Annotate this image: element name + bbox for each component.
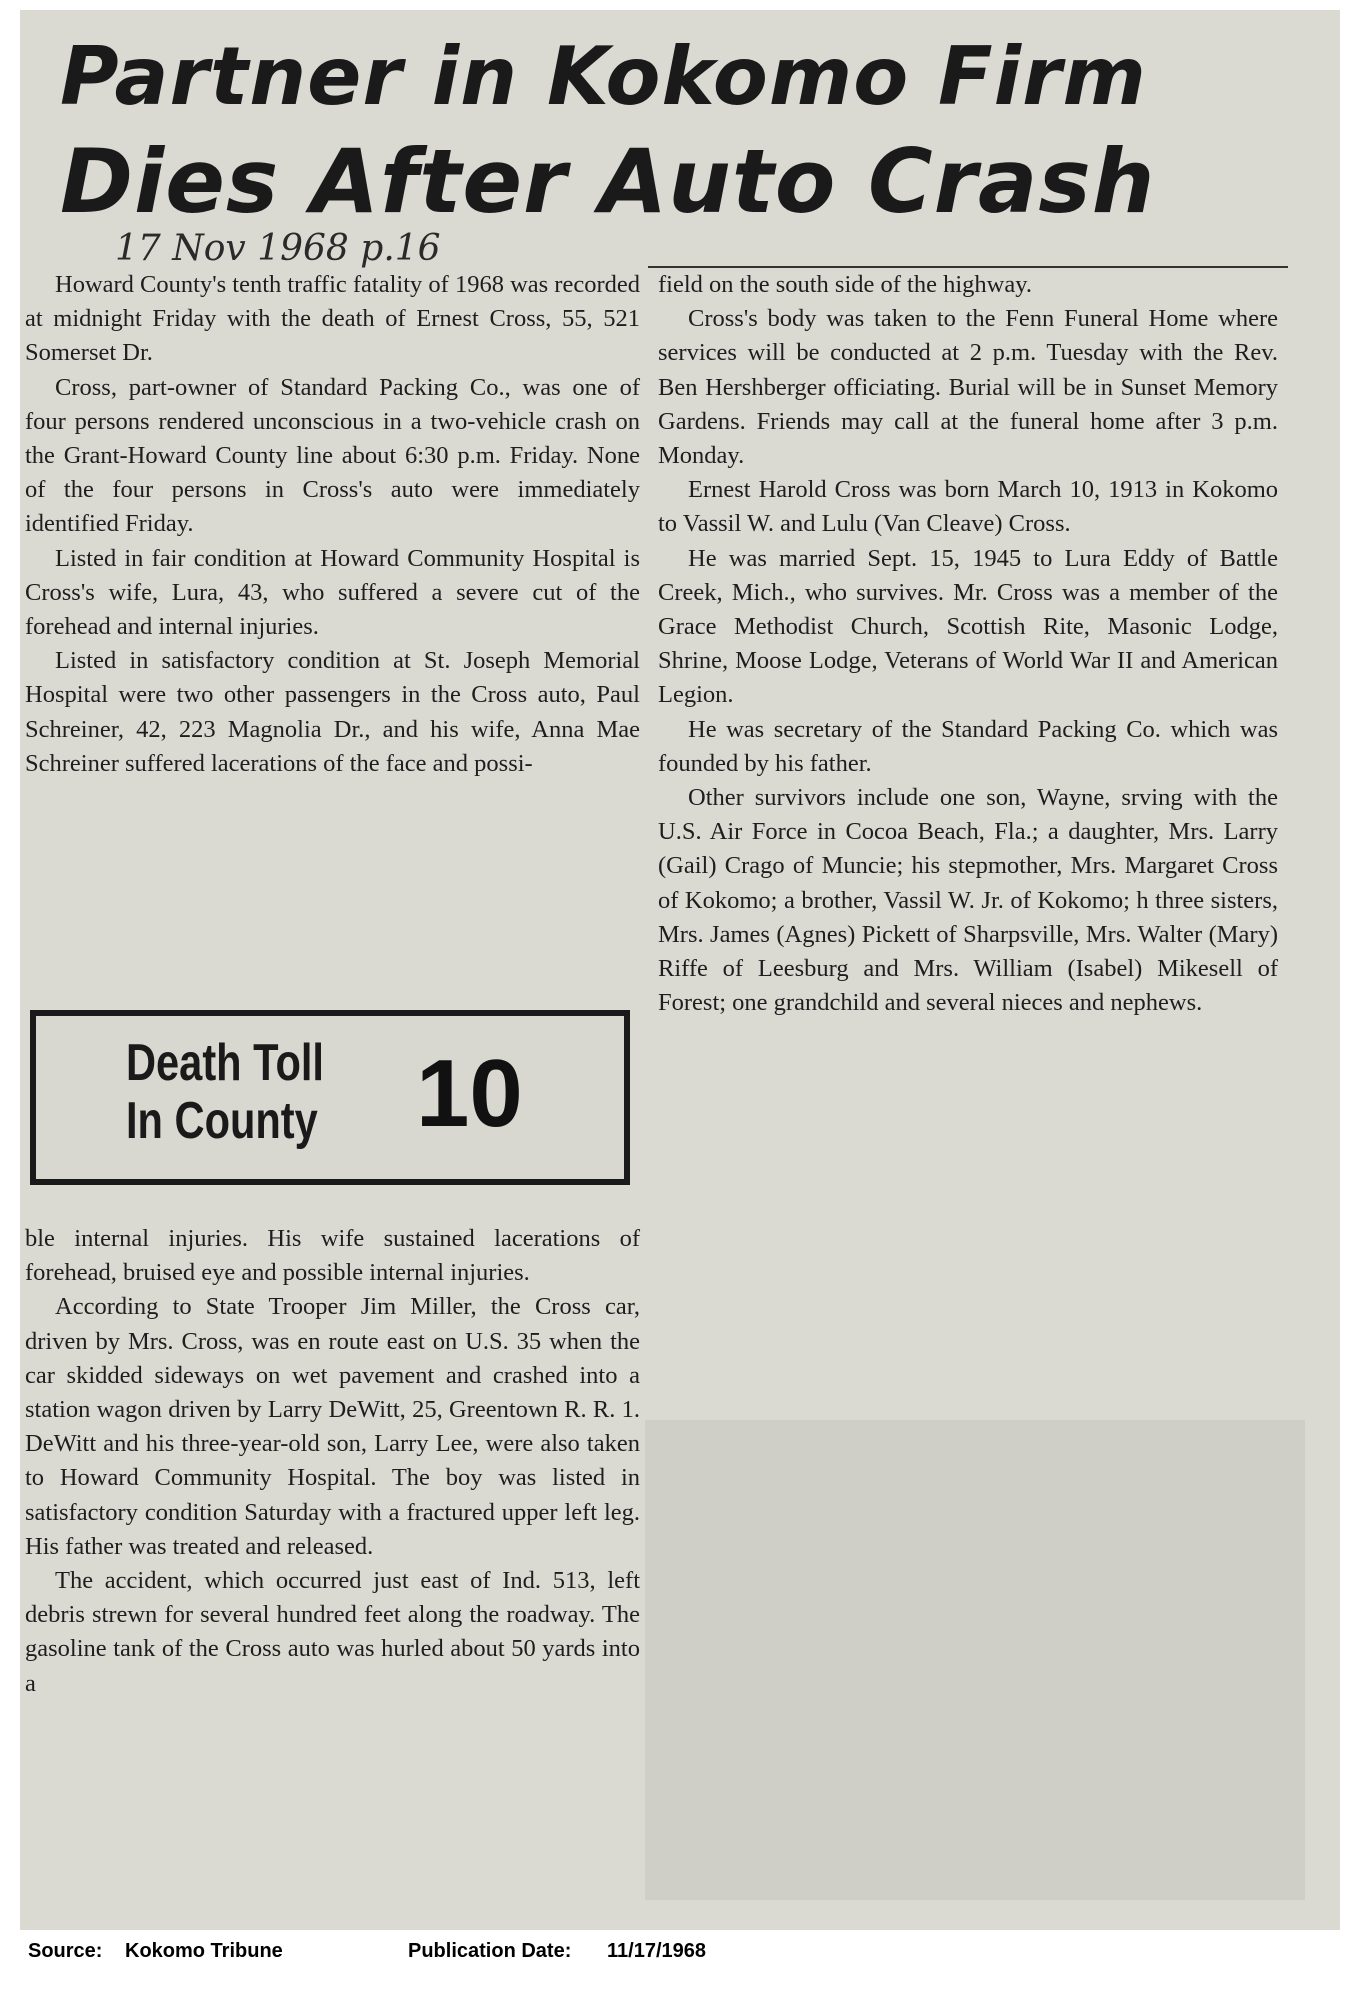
publication-date-value: 11/17/1968: [607, 1940, 706, 1962]
article-paragraph: Cross's body was taken to the Fenn Funeral Home where services will be conducted at 2 p.m. Tuesday with the Rev. Ben Hershberger officiating. Burial will be in Sunset Memory Gardens. Friends may call at the funeral home after 3 p.m. Monday.: [658, 305, 1278, 470]
article-paragraph: Cross, part-owner of Standard Packing Co., was one of four persons rendered unconscious in a two-vehicle crash on the Grant-Howard County line about 6:30 p.m. Friday. None of the four persons in Cross's auto were immediately identified Friday.: [25, 373, 640, 538]
article-column-1-bottom: [25, 1222, 640, 1701]
article-paragraph: Listed in fair condition at Howard Community Hospital is Cross's wife, Lura, 43, who suffered a severe cut of the forehead and internal injuries.: [25, 544, 640, 641]
death-toll-number: 10: [416, 1040, 523, 1147]
article-paragraph: He was secretary of the Standard Packing Co. which was founded by his father.: [658, 715, 1278, 777]
source-label: Source:: [28, 1940, 103, 1962]
article-paragraph: Howard County's tenth traffic fatality of 1968 was recorded at midnight Friday with the death of Ernest Cross, 55, 521 Somerset Dr.: [25, 271, 640, 367]
source-value: Kokomo Tribune: [125, 1940, 283, 1962]
handwritten-date-note: 17 Nov 1968 p.16: [115, 228, 441, 269]
headline-line-2: Dies After Auto Crash: [60, 130, 1156, 233]
article-column-2: [658, 268, 1278, 1020]
death-toll-label-line-1: Death Toll: [126, 1034, 324, 1092]
headline-line-1: Partner in Kokomo Firm: [60, 30, 1147, 123]
death-toll-label: [126, 1034, 324, 1150]
article-paragraph: ble internal injuries. His wife sustained lacerations of forehead, bruised eye and possible internal injuries.: [25, 1225, 640, 1287]
publication-date-label: Publication Date:: [408, 1940, 572, 1962]
article-paragraph: He was married Sept. 15, 1945 to Lura Eddy of Battle Creek, Mich., who survives. Mr. Cross was a member of the Grace Methodist Church, Scottish Rite, Masonic Lodge, Shrine, Moose Lodge, Veterans of World War II and American Legion.: [658, 544, 1278, 709]
death-toll-box: [30, 1010, 630, 1185]
death-toll-label-line-2: In County: [126, 1092, 318, 1150]
article-paragraph: According to State Trooper Jim Miller, the Cross car, driven by Mrs. Cross, was en route east on U.S. 35 when the car skidded sideways on wet pavement and crashed into a station wagon driven by Larry DeWitt, 25, Greentown R. R. 1. DeWitt and his three-year-old son, Larry Lee, were also taken to Howard Community Hospital. The boy was listed in satisfactory condition Saturday with a fractured upper left leg. His father was treated and released.: [25, 1293, 640, 1560]
article-column-1-top: [25, 268, 640, 781]
article-paragraph: field on the south side of the highway.: [658, 271, 1033, 298]
blank-clipping-area: [645, 1420, 1305, 1900]
article-paragraph: The accident, which occurred just east of Ind. 513, left debris strewn for several hundred feet along the roadway. The gasoline tank of the Cross auto was hurled about 50 yards into a: [25, 1567, 640, 1697]
article-paragraph: Other survivors include one son, Wayne, srving with the U.S. Air Force in Cocoa Beach, Fla.; a daughter, Mrs. Larry (Gail) Crago of Muncie; his stepmother, Mrs. Margaret Cross of Kokomo; a brother, Vassil W. Jr. of Kokomo; h three sisters, Mrs. James (Agnes) Pickett of Sharpsville, Mrs. Walter (Mary) Riffe of Leesburg and Mrs. William (Isabel) Mikesell of Forest; one grandchild and several nieces and nephews.: [658, 784, 1278, 1017]
article-paragraph: Ernest Harold Cross was born March 10, 1913 in Kokomo to Vassil W. and Lulu (Van Cleave) Cross.: [658, 476, 1278, 538]
article-paragraph: Listed in satisfactory condition at St. Joseph Memorial Hospital were two other passengers in the Cross auto, Paul Schreiner, 42, 223 Magnolia Dr., and his wife, Anna Mae Schreiner suffered lacerations of the face and possi-: [25, 647, 640, 777]
